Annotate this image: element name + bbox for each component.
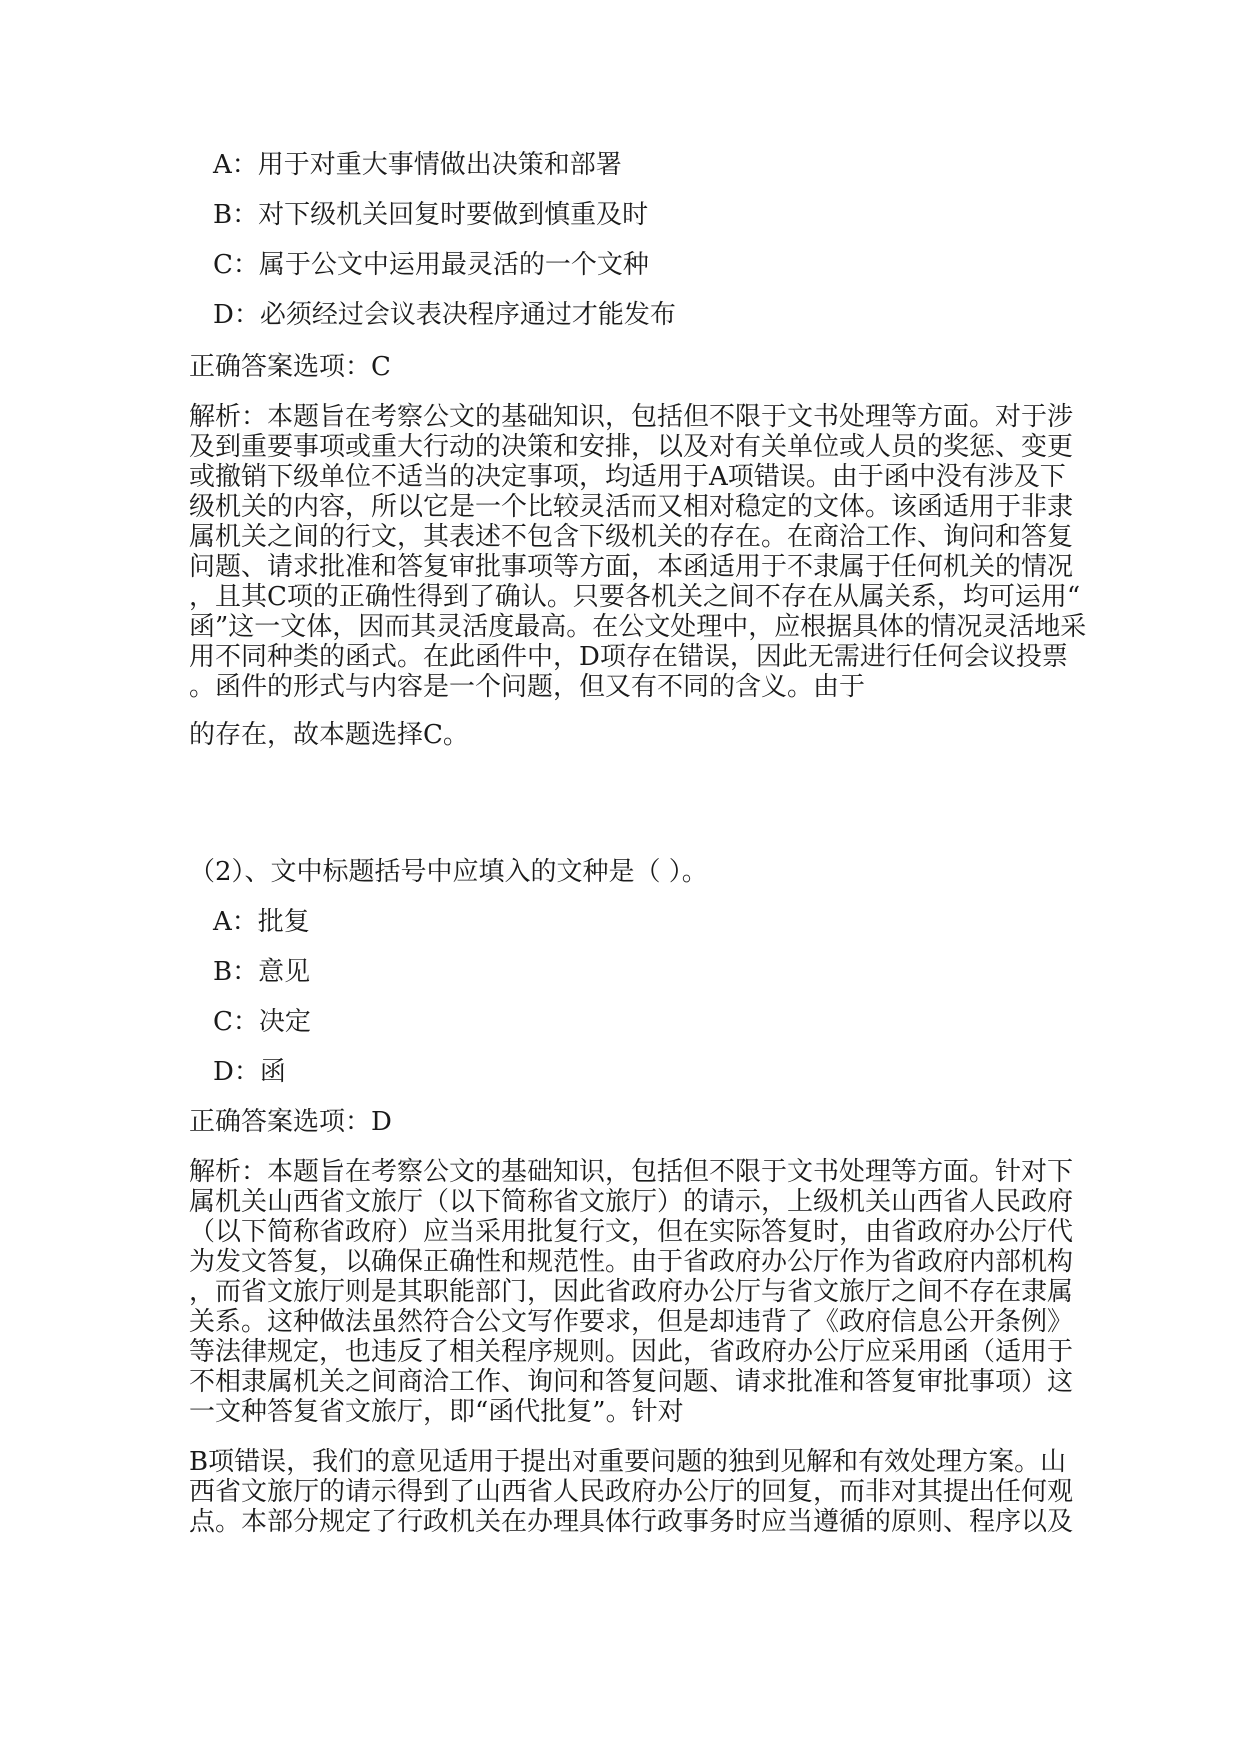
q1-analysis-line: 解析：本题旨在考察公文的基础知识，包括但不限于文书处理等方面。对于涉 bbox=[189, 402, 1074, 432]
q2-analysis-line: ，而省文旅厅则是其职能部门，因此省政府办公厅与省文旅厅之间不存在隶属 bbox=[189, 1277, 1074, 1307]
q1-option-c: C：属于公文中运用最灵活的一个文种 bbox=[213, 250, 649, 280]
q2-answer: 正确答案选项：D bbox=[189, 1107, 392, 1137]
q1-analysis-line: ，且其C项的正确性得到了确认。只要各机关之间不存在从属关系，均可运用“ bbox=[189, 582, 1081, 612]
q1-answer: 正确答案选项：C bbox=[189, 352, 391, 382]
q1-option-a: A：用于对重大事情做出决策和部署 bbox=[213, 150, 622, 180]
q1-analysis-line: 或撤销下级单位不适当的决定事项，均适用于A项错误。由于函中没有涉及下 bbox=[189, 462, 1066, 492]
q2-option-b: B：意见 bbox=[213, 957, 311, 987]
q2-option-a: A：批复 bbox=[213, 907, 310, 937]
q1-analysis-line: 函”这一文体，因而其灵活度最高。在公文处理中，应根据具体的情况灵活地采 bbox=[189, 612, 1087, 642]
q2-analysis-line: 等法律规定，也违反了相关程序规则。因此，省政府办公厅应采用函（适用于 bbox=[189, 1337, 1074, 1367]
q2-analysis-line: 为发文答复，以确保正确性和规范性。由于省政府办公厅作为省政府内部机构 bbox=[189, 1247, 1074, 1277]
q1-analysis-line: 级机关的内容，所以它是一个比较灵活而又相对稳定的文体。该函适用于非隶 bbox=[189, 492, 1074, 522]
q2-analysis-line: 属机关山西省文旅厅（以下简称省文旅厅）的请示，上级机关山西省人民政府 bbox=[189, 1187, 1074, 1217]
q2-analysis2-line: 点。本部分规定了行政机关在办理具体行政事务时应当遵循的原则、程序以及 bbox=[189, 1507, 1074, 1537]
q2-option-c: C：决定 bbox=[213, 1007, 311, 1037]
q2-analysis2-line: B项错误，我们的意见适用于提出对重要问题的独到见解和有效处理方案。山 bbox=[189, 1447, 1067, 1477]
q1-analysis-line: 问题、请求批准和答复审批事项等方面，本函适用于不隶属于任何机关的情况 bbox=[189, 552, 1074, 582]
q1-analysis-line: 用不同种类的函式。在此函件中，D项存在错误，因此无需进行任何会议投票 bbox=[189, 642, 1068, 672]
q1-option-d: D：必须经过会议表决程序通过才能发布 bbox=[213, 300, 676, 330]
q2-question: （2）、文中标题括号中应填入的文种是（ ）。 bbox=[189, 857, 708, 887]
q1-analysis-tail: 的存在，故本题选择C。 bbox=[189, 720, 469, 750]
q2-analysis-line: 关系。这种做法虽然符合公文写作要求，但是却违背了《政府信息公开条例》 bbox=[189, 1307, 1074, 1337]
q2-analysis-line: （以下简称省政府）应当采用批复行文，但在实际答复时，由省政府办公厅代 bbox=[189, 1217, 1074, 1247]
q1-analysis-line: 及到重要事项或重大行动的决策和安排，以及对有关单位或人员的奖惩、变更 bbox=[189, 432, 1074, 462]
q2-analysis-line: 不相隶属机关之间商洽工作、询问和答复问题、请求批准和答复审批事项）这 bbox=[189, 1367, 1074, 1397]
q1-analysis-line: 。函件的形式与内容是一个问题，但又有不同的含义。由于 bbox=[189, 672, 866, 702]
q1-option-b: B：对下级机关回复时要做到慎重及时 bbox=[213, 200, 649, 230]
q2-analysis-line: 一文种答复省文旅厅，即“函代批复”。针对 bbox=[189, 1397, 684, 1427]
q1-analysis-line: 属机关之间的行文，其表述不包含下级机关的存在。在商洽工作、询问和答复 bbox=[189, 522, 1074, 552]
q2-analysis-line: 解析：本题旨在考察公文的基础知识，包括但不限于文书处理等方面。针对下 bbox=[189, 1157, 1074, 1187]
q2-analysis2-line: 西省文旅厅的请示得到了山西省人民政府办公厅的回复，而非对其提出任何观 bbox=[189, 1477, 1074, 1507]
q2-option-d: D：函 bbox=[213, 1057, 286, 1087]
